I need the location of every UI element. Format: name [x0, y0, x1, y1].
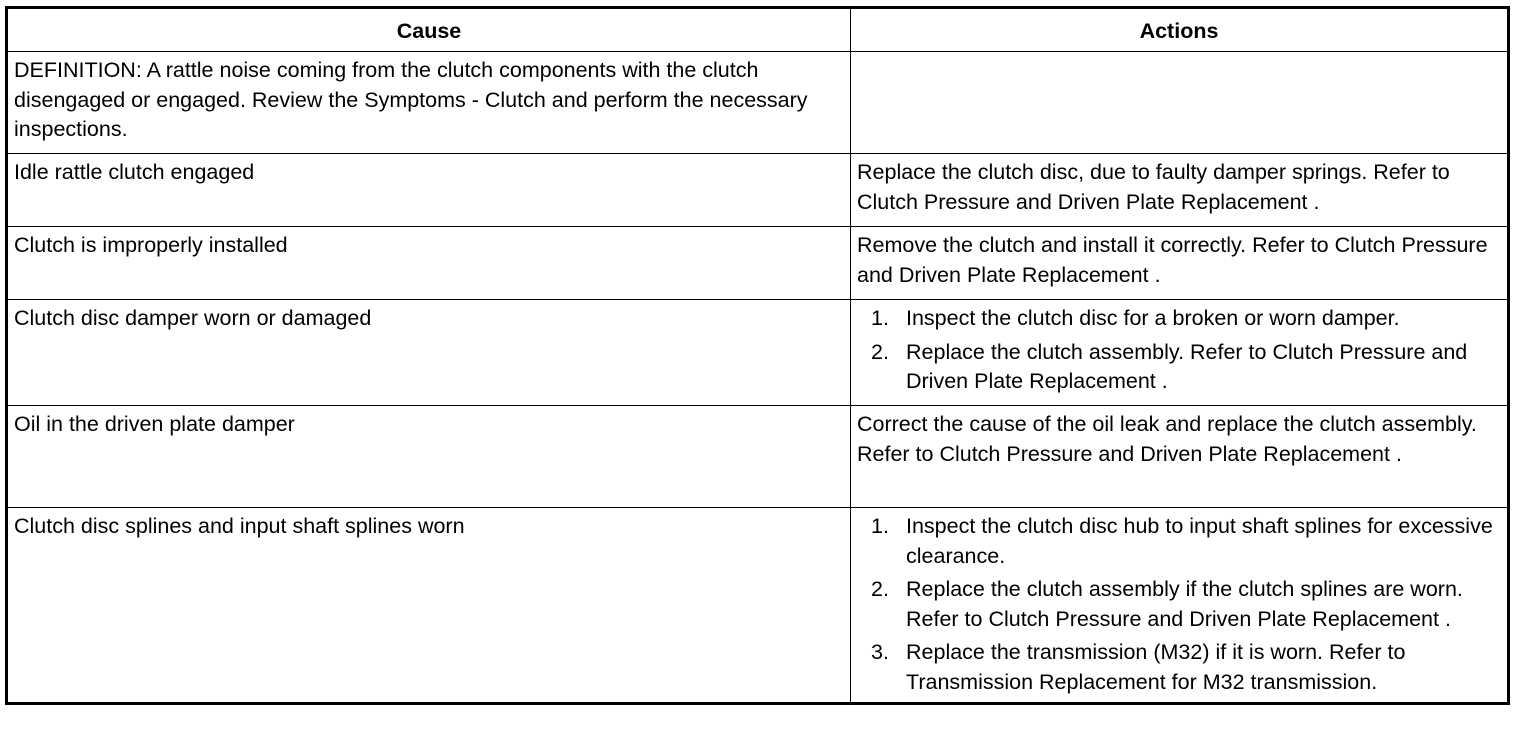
table-row — [7, 154, 1509, 227]
action-cell — [851, 508, 1509, 704]
definition-actions-cell — [851, 52, 1509, 154]
action-step — [857, 638, 1501, 697]
action-step — [857, 575, 1501, 634]
table-row — [7, 300, 1509, 406]
actions-column-header: Actions — [851, 8, 1509, 52]
cause-cell: Clutch is improperly installed — [7, 227, 851, 300]
action-cell: Remove the clutch and install it correctly. Refer to Clutch Pressure and Driven Plate Replacement . — [851, 227, 1509, 300]
step-text: Inspect the clutch disc hub to input shaft splines for excessive clearance. — [906, 514, 1493, 568]
action-step — [857, 304, 1501, 334]
diagnostic-table — [5, 6, 1510, 705]
step-number: 1. — [871, 514, 889, 538]
definition-row — [7, 52, 1509, 154]
action-steps-list — [857, 512, 1501, 697]
action-step — [857, 338, 1501, 397]
table-row — [7, 406, 1509, 508]
step-text: Replace the transmission (M32) if it is worn. Refer to Transmission Replacement for M32 transmission. — [906, 640, 1406, 694]
step-number: 2. — [871, 339, 889, 364]
table-row — [7, 508, 1509, 704]
action-steps-list — [857, 304, 1501, 397]
cause-cell: Clutch disc damper worn or damaged — [7, 300, 851, 406]
header-row — [7, 8, 1509, 52]
action-cell — [851, 300, 1509, 406]
table-row — [7, 227, 1509, 300]
step-number: 1. — [871, 306, 889, 330]
step-number: 2. — [871, 577, 889, 601]
cause-cell: Clutch disc splines and input shaft splines worn — [7, 508, 851, 704]
cause-cell: Idle rattle clutch engaged — [7, 154, 851, 227]
action-step — [857, 512, 1501, 571]
cause-cell: Oil in the driven plate damper — [7, 406, 851, 508]
step-text: Replace the clutch assembly. Refer to Clutch Pressure and Driven Plate Replacement . — [906, 339, 1468, 393]
step-text: Replace the clutch assembly if the clutch splines are worn. Refer to Clutch Pressure and Driven Plate Replacement . — [906, 577, 1463, 631]
definition-text: DEFINITION: A rattle noise coming from the clutch components with the clutch disengaged or engaged. Review the Symptoms - Clutch and perform the necessary inspections. — [7, 52, 851, 154]
action-cell: Replace the clutch disc, due to faulty damper springs. Refer to Clutch Pressure and Driven Plate Replacement . — [851, 154, 1509, 227]
step-text: Inspect the clutch disc for a broken or worn damper. — [906, 306, 1400, 330]
cause-column-header: Cause — [7, 8, 851, 52]
step-number: 3. — [871, 640, 889, 664]
action-cell: Correct the cause of the oil leak and replace the clutch assembly. Refer to Clutch Pressure and Driven Plate Replacement . — [851, 406, 1509, 508]
